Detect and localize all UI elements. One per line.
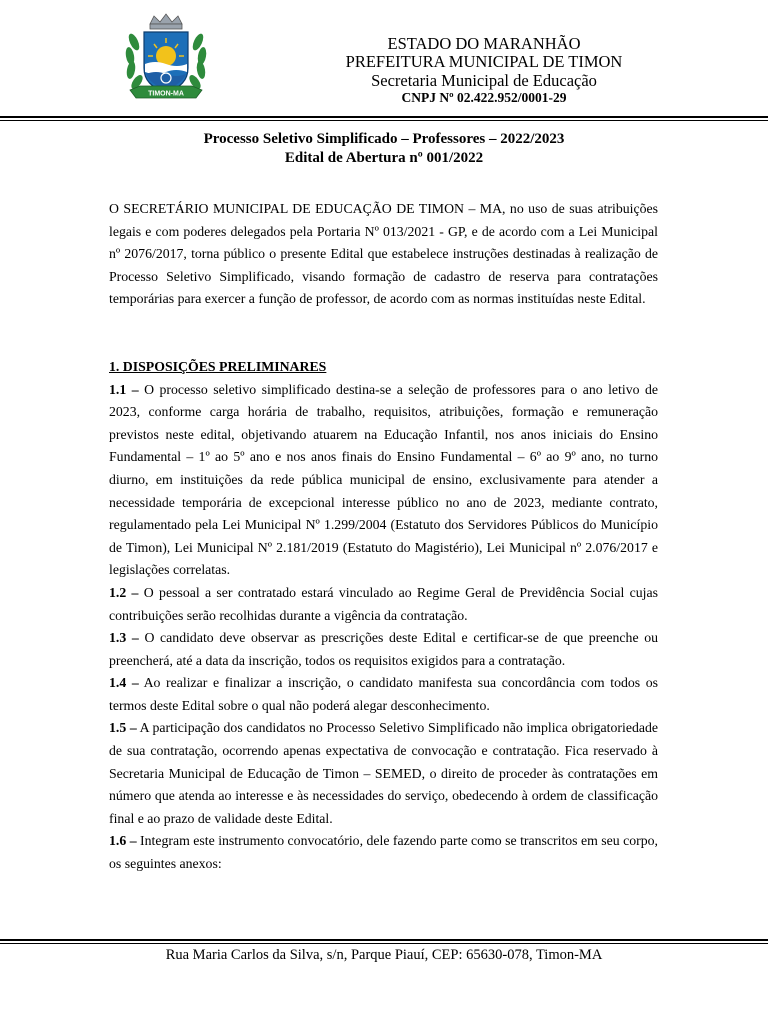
document-title: Processo Seletivo Simplificado – Professores – 2022/2023 xyxy=(203,131,565,147)
footer-divider xyxy=(0,939,768,941)
clause-text: O processo seletivo simplificado destina-se a seleção de professores para o ano letivo de 2023, conforme carga horária de trabalho, requisitos, atribuições, formação e remuneração previstos neste edital, objetivando atuarem na Educação Infantil, nos anos iniciais do Ensino Fundamental – 1º ao 5º ano e nos anos finais do Ensino Fundamental – 6º ao 9º ano, no turno diurno, em instituições da rede pública municipal de ensino, exclusivamente para atender a necessidade temporária de excepcional interesse público no ano de 2023, mediante contrato, regulamentado pela Lei Municipal Nº 1.299/2004 (Estatuto dos Servidores Públicos do Município de Timon), Lei Municipal Nº 2.181/2019 (Estatuto do Magistério), Lei Municipal nº 2.076/2017 e legislações correlatas. xyxy=(109,381,658,578)
clause-number: 1.1 – xyxy=(109,381,139,397)
clause-1-5 xyxy=(109,717,658,830)
clause-number: 1.2 – xyxy=(109,584,139,600)
clause-1-2 xyxy=(109,582,658,627)
clause-1-3 xyxy=(109,627,658,672)
header-cnpj: CNPJ Nº 02.422.952/0001-29 xyxy=(401,90,567,105)
header-divider xyxy=(0,116,768,118)
header-divider-thin xyxy=(0,120,768,121)
intro-paragraph: O SECRETÁRIO MUNICIPAL DE EDUCAÇÃO DE TIMON – MA, no uso de suas atribuições legais e com poderes delegados pela Portaria Nº 013/2021 - GP, e de acordo com a Lei Municipal nº 2076/2017, torna público o presente Edital que estabelece instruções destinadas à realização de Processo Seletivo Simplificado, visando formação de cadastro de reserva para contratações temporárias para exercer a função de professor, de acordo com as normas instituídas neste Edital. xyxy=(109,201,658,307)
municipal-coat-of-arms-icon xyxy=(120,12,212,108)
clause-number: 1.6 – xyxy=(109,833,137,849)
clause-text: Ao realizar e finalizar a inscrição, o candidato manifesta sua concordância com todos os termos deste Edital sobre o qual não poderá alegar desconhecimento. xyxy=(109,675,659,713)
clause-1-6 xyxy=(109,830,658,875)
clause-number: 1.3 – xyxy=(109,630,139,646)
clause-text: A participação dos candidatos no Processo Seletivo Simplificado não implica obrigatoriedade de sua contratação, ocorrendo apenas expectativa de convocação e contratação. Fica reservado à Secretaria Municipal de Educação de Timon – SEMED, o direito de proceder às contratações em número que atenda ao interesse e às necessidades do serviço, obedecendo à ordem de classificação final e ao prazo de validade deste Edital. xyxy=(109,720,658,826)
clause-text: Integram este instrumento convocatório, dele fazendo parte como se transcritos em seu corpo, os seguintes anexos: xyxy=(109,833,659,872)
clause-number: 1.4 – xyxy=(109,675,139,691)
clause-text: O pessoal a ser contratado estará vinculado ao Regime Geral de Previdência Social cujas contribuições serão recolhidas durante a vigência da contratação. xyxy=(109,584,659,623)
header-prefecture-name: PREFEITURA MUNICIPAL DE TIMON xyxy=(345,52,623,71)
header-secretariat-name: Secretaria Municipal de Educação xyxy=(371,71,597,90)
logo-ribbon-text: TIMON-MA xyxy=(148,90,184,98)
section-heading: 1. DISPOSIÇÕES PRELIMINARES xyxy=(109,358,327,374)
clause-1-4 xyxy=(109,672,658,717)
clause-1-1 xyxy=(109,379,658,582)
clause-text: O candidato deve observar as prescrições deste Edital e certificar-se de que preenche ou preencherá, até a data da inscrição, todos os requisitos exigidos para a contratação. xyxy=(109,630,659,668)
document-subtitle: Edital de Abertura nº 001/2022 xyxy=(284,150,484,166)
footer-divider-thin xyxy=(0,943,768,944)
header-state-name: ESTADO DO MARANHÃO xyxy=(387,34,581,53)
footer-address: Rua Maria Carlos da Silva, s/n, Parque Piauí, CEP: 65630-078, Timon-MA xyxy=(165,947,603,963)
clause-number: 1.5 – xyxy=(109,720,137,736)
document-body xyxy=(109,198,658,876)
